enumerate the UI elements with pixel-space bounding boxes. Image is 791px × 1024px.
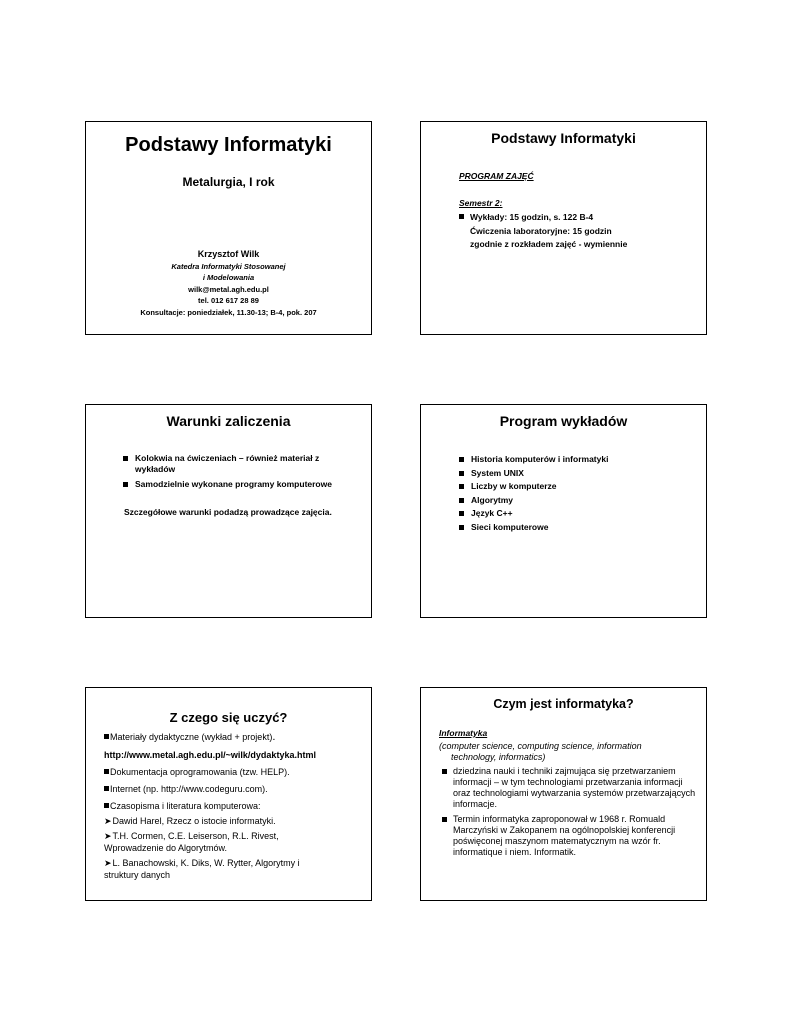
slide-6	[420, 687, 707, 901]
book-text: L. Banachowski, K. Diks, W. Rytter, Algorytmy i struktury danych	[104, 858, 300, 880]
bullet-square-icon	[123, 482, 128, 487]
bullet-square-icon	[104, 769, 109, 774]
bullet-square-icon	[459, 525, 464, 530]
slide-6-title: Czym jest informatyka?	[493, 697, 634, 711]
bullet-text: Algorytmy	[471, 494, 514, 505]
slide-4-title: Program wykładów	[499, 413, 628, 429]
bullet-text: Kolokwia na ćwiczeniach – również materiał z wykładów	[135, 453, 320, 474]
course-url[interactable]: http://www.metal.agh.edu.pl/~wilk/dydaktyka.html	[104, 750, 316, 760]
bullet-square-icon	[104, 734, 109, 739]
author-email: wilk@metal.agh.edu.pl	[188, 284, 269, 294]
list-item	[123, 453, 358, 475]
list-item	[459, 521, 699, 535]
bullet-square-icon	[459, 484, 464, 489]
bullet-square-icon	[442, 769, 447, 774]
bullet-square-icon	[442, 817, 447, 822]
department-line-1: Katedra Informatyki Stosowanej	[171, 261, 286, 271]
definition-term: Informatyka	[439, 728, 488, 738]
bullet-square-icon	[459, 214, 464, 219]
bullet-square-icon	[459, 498, 464, 503]
slide-1-subtitle: Metalurgia, I rok	[182, 175, 275, 189]
slide-1	[85, 121, 372, 335]
bullet-square-icon	[459, 511, 464, 516]
materials-text: Materiały dydaktyczne (wykład + projekt)	[110, 732, 273, 742]
arrow-bullet-icon: ➤	[104, 831, 112, 841]
author-name: Krzysztof Wilk	[197, 249, 260, 259]
bullet-text: Termin informatyka zaproponował w 1968 r. Romuald Marczyński w Zakopanem na ogólnopolskiej konferencji poświęconej maszynom matematycznym na wzór fr. informatique i niem. Informatik.	[453, 814, 676, 857]
book-text: Dawid Harel, Rzecz o istocie informatyki.	[112, 816, 276, 826]
periodicals-text: Czasopisma i literatura komputerowa:	[110, 801, 261, 811]
bullet-text: Liczby w komputerze	[471, 481, 557, 492]
bullet-text: System UNIX	[471, 467, 524, 478]
slide-3	[85, 404, 372, 618]
list-item	[123, 479, 358, 490]
bullet-square-icon	[459, 471, 464, 476]
author-phone: tel. 012 617 28 89	[198, 296, 259, 305]
book-item	[104, 815, 366, 827]
schedule-item	[459, 211, 699, 225]
lecture-hours: Wykłady: 15 godzin, s. 122 B-4	[470, 212, 594, 222]
department-line-2: i Modelowania	[202, 273, 255, 282]
bullet-text: Sieci komputerowe	[471, 521, 549, 532]
slide-1-title: Podstawy Informatyki	[125, 134, 332, 156]
program-heading: PROGRAM ZAJĘĆ	[459, 171, 534, 181]
internet-line	[104, 783, 366, 795]
slide-5	[85, 687, 372, 901]
bullet-square-icon	[459, 457, 464, 462]
list-item	[439, 814, 698, 858]
list-item	[459, 507, 699, 521]
bullet-text: Język C++	[471, 508, 513, 519]
bullet-text: Samodzielnie wykonane programy komputerowe	[135, 479, 332, 489]
schedule-note: zgodnie z rozkładem zajęć - wymiennie	[470, 239, 628, 249]
book-text: T.H. Cormen, C.E. Leiserson, R.L. Rivest, Wprowadzenie do Algorytmów.	[104, 831, 279, 853]
arrow-bullet-icon: ➤	[104, 816, 112, 826]
list-item	[459, 480, 699, 494]
bullet-text: dziedzina nauki i techniki zajmująca się przetwarzaniem informacji – w tym technologiami przetwarzania informacji oraz technologiami wytwarzania systemów przetwarzających informacje.	[453, 766, 696, 809]
book-item	[104, 830, 319, 854]
book-item	[104, 857, 324, 881]
list-item	[439, 766, 698, 810]
materials-period: .	[272, 731, 276, 743]
conditions-note: Szczegółowe warunki podadzą prowadzące zajęcia.	[124, 507, 332, 517]
documentation-text: Dokumentacja oprogramowania (tzw. HELP).	[110, 767, 290, 777]
consultation-hours: Konsultacje: poniedziałek, 11.30-13; B-4, pok. 207	[140, 307, 317, 317]
list-item	[459, 467, 699, 481]
slide-2	[420, 121, 707, 335]
semester-label: Semestr 2:	[459, 198, 503, 208]
list-item	[459, 453, 699, 467]
lab-hours: Ćwiczenia laboratoryjne: 15 godzin	[470, 225, 612, 236]
bullet-text: Historia komputerów i informatyki	[471, 454, 609, 464]
list-item	[459, 494, 699, 508]
materials-line	[104, 731, 366, 743]
arrow-bullet-icon: ➤	[104, 858, 112, 868]
slide-4	[420, 404, 707, 618]
slide-3-title: Warunki zaliczenia	[166, 413, 291, 429]
documentation-line	[104, 766, 366, 778]
definition-synonyms: (computer science, computing science, information technology, informatics)	[439, 741, 642, 762]
bullet-square-icon	[104, 786, 109, 791]
periodicals-line	[104, 800, 366, 812]
internet-text: Internet (np. http://www.codeguru.com).	[110, 784, 268, 794]
bullet-square-icon	[123, 456, 128, 461]
slide-5-title: Z czego się uczyć?	[169, 710, 288, 725]
slide-2-title: Podstawy Informatyki	[491, 130, 636, 146]
bullet-square-icon	[104, 803, 109, 808]
